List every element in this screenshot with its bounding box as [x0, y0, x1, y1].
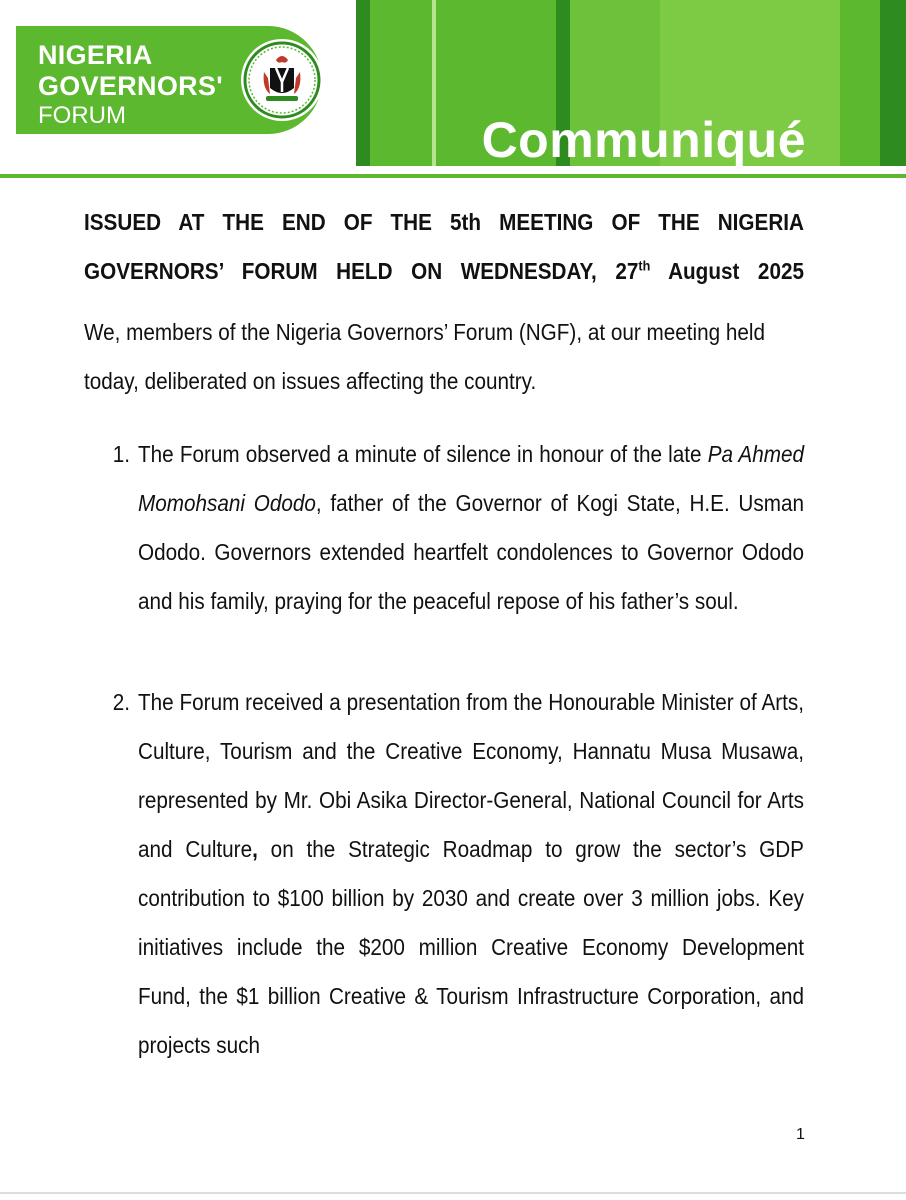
document-heading	[84, 198, 804, 296]
list-item-text-cont: , father of the Governor of Kogi State, H.E. Usman Ododo. Governors extended heartfelt condolences to Governor Ododo and his family, praying for the peaceful repose of his father’s soul.	[138, 490, 804, 614]
heading-line-1: ISSUED AT THE END OF THE 5th MEETING OF THE NIGERIA	[84, 209, 804, 235]
page-number: 1	[796, 1126, 805, 1143]
intro-paragraph: We, members of the Nigeria Governors’ Forum (NGF), at our meeting held today, deliberated on issues affecting the country.	[84, 319, 766, 394]
heading-line-2-date: August 2025	[650, 258, 804, 284]
list-item-text-cont: on the Strategic Roadmap to grow the sector’s GDP contribution to $100 billion by 2030 and create over 3 million jobs. Key initiatives include the $200 million Creative Economy Development Fund, the $1 billion Creative & Tourism Infrastructure Corporation, and projects such	[138, 836, 804, 1058]
banner-title: Communiqué	[481, 112, 806, 168]
list-item-number: 2.	[112, 689, 131, 715]
logo-text	[38, 40, 223, 130]
list-item-text: The Forum observed a minute of silence in honour of the late	[138, 441, 708, 467]
coat-of-arms-icon	[240, 38, 324, 122]
list-item	[84, 678, 804, 1070]
list-item-bold-comma: ,	[252, 836, 258, 862]
communique-header	[0, 0, 906, 178]
header-divider	[0, 174, 906, 178]
list-item-number: 1.	[112, 441, 131, 467]
list-item-text: The Forum received a presentation from the Honourable Minister of Arts, Culture, Tourism and the Creative Economy, Hannatu Musa Musawa, represented by Mr. Obi Asika Director-General, National Council for Arts and Culture	[138, 689, 804, 862]
list-item	[84, 430, 804, 626]
logo-line-governors: GOVERNORS'	[38, 71, 223, 101]
heading-line-2-text: GOVERNORS’ FORUM HELD ON WEDNESDAY, 27	[84, 258, 639, 284]
ngf-logo	[16, 26, 322, 134]
list-item-italic-name: Pa Ahmed Momohsani Ododo	[138, 441, 804, 516]
communique-body	[84, 198, 804, 1070]
heading-superscript: th	[638, 257, 651, 274]
logo-line-nigeria: NIGERIA	[38, 40, 153, 70]
heading-line-2	[84, 247, 804, 296]
logo-line-forum: FORUM	[38, 102, 126, 129]
page-bottom-edge	[0, 1192, 906, 1194]
